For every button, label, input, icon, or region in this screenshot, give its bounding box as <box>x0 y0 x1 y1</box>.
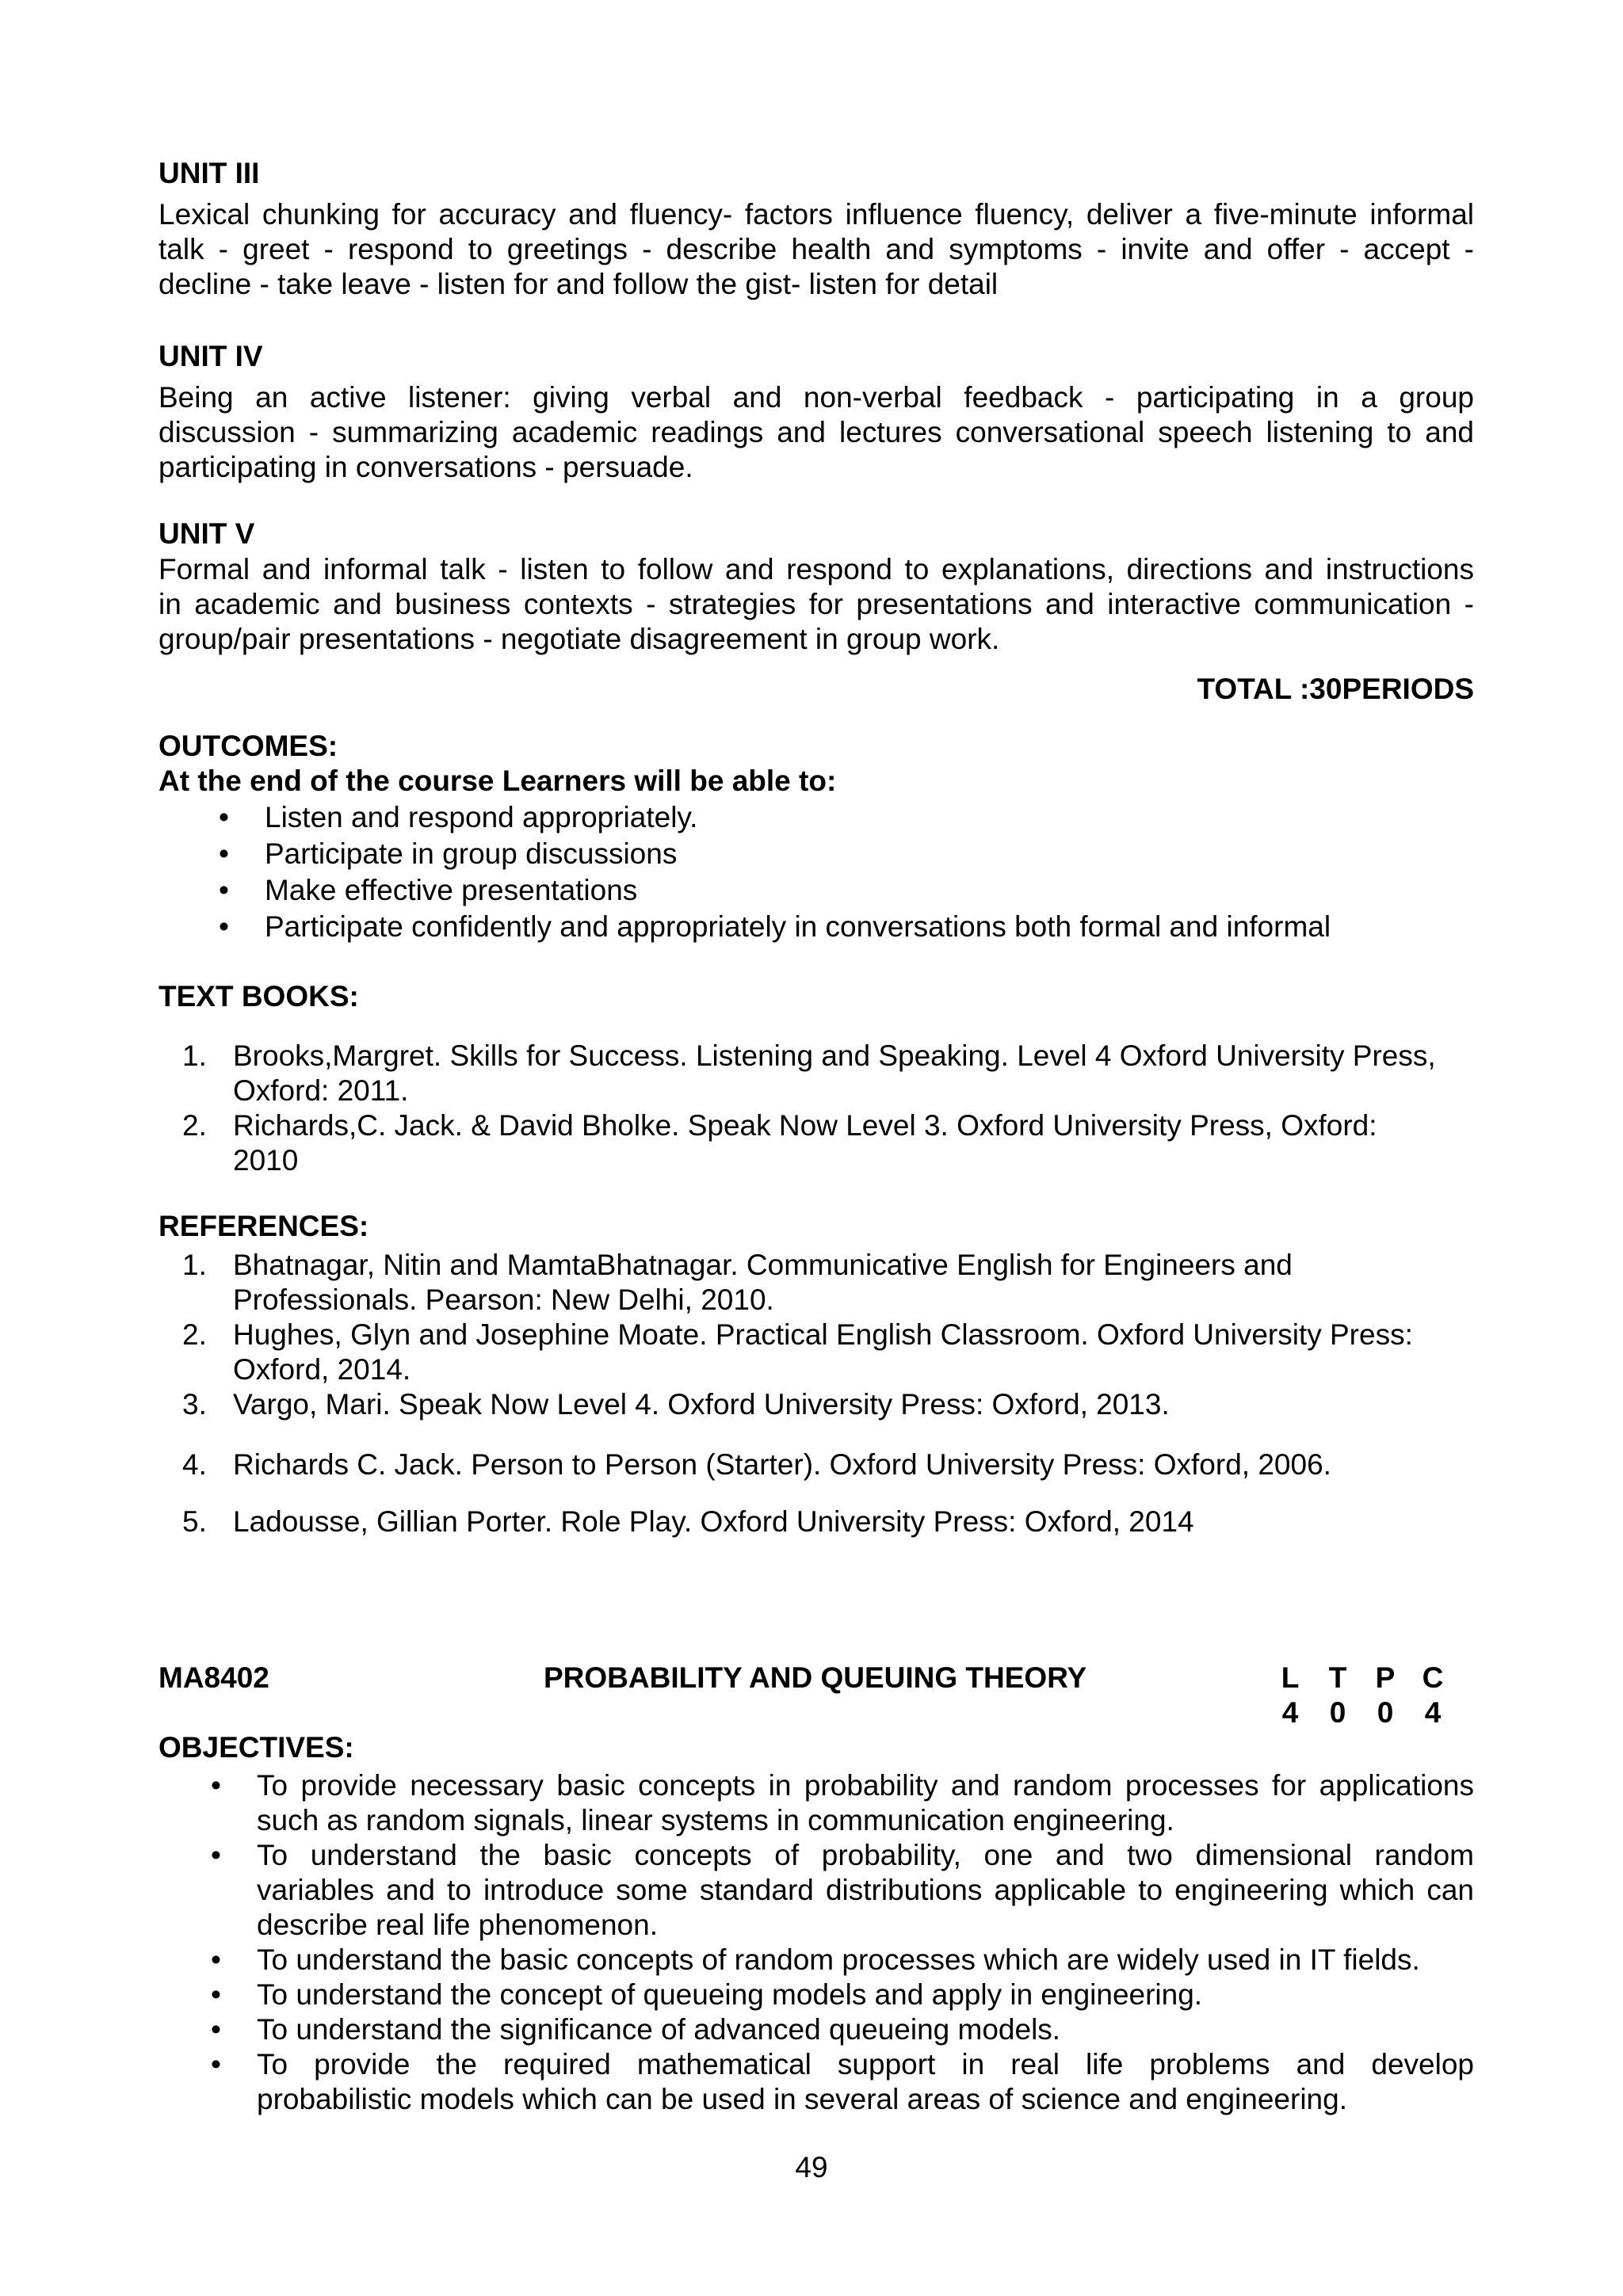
unit-v-line: Formal and informal talk - listen to follow and respond to explanations, directions and instructions <box>158 553 1474 585</box>
outcome-item: • Make effective presentations <box>219 874 638 906</box>
unit-iv-heading: UNIT IV <box>158 340 263 372</box>
bullet-icon: • <box>211 2048 221 2081</box>
ltpc-label: T <box>1328 1661 1347 1694</box>
outcome-item: • Listen and respond appropriately. <box>219 801 698 833</box>
bullet-icon: • <box>219 801 229 833</box>
unit-iii-line: decline - take leave - listen for and follow the gist- listen for detail <box>158 268 999 300</box>
reference-item: 4. Richards C. Jack. Person to Person (Starter). Oxford University Press: Oxford, 2006. <box>182 1448 1331 1481</box>
bullet-icon: • <box>211 2013 221 2046</box>
reference-item: 5. Ladousse, Gillian Porter. Role Play. Oxford University Press: Oxford, 2014 <box>182 1505 1194 1538</box>
ltpc-values <box>1266 1695 1457 1730</box>
unit-v-line: in academic and business contexts - strategies for presentations and interactive communication - <box>158 588 1474 620</box>
ltpc-label: P <box>1375 1661 1396 1694</box>
course-code: MA8402 <box>158 1661 269 1694</box>
ltpc-value: 0 <box>1329 1696 1346 1729</box>
unit-v-text <box>158 552 1474 657</box>
unit-v-line: group/pair presentations - negotiate disagreement in group work. <box>158 623 1000 655</box>
reference-item: 1. Bhatnagar, Nitin and MamtaBhatnagar. Communicative English for Engineers and Professionals. Pearson: New Delhi, 2010. <box>182 1249 1293 1316</box>
ltpc-labels <box>1266 1661 1457 1695</box>
objective-item: • To understand the basic concepts of probability, one and two dimensional random variables and to introduce some standard distributions applicable to engineering which can describe real life phenomenon. <box>211 1839 1474 1941</box>
unit-iii-text <box>158 197 1474 302</box>
bullet-icon: • <box>211 1978 221 2011</box>
total-periods: TOTAL :30PERIODS <box>1197 673 1474 705</box>
ltpc-label: L <box>1281 1661 1300 1694</box>
course-title: PROBABILITY AND QUEUING THEORY <box>544 1661 1087 1694</box>
ltpc-value: 4 <box>1424 1696 1442 1729</box>
text-books-heading: TEXT BOOKS: <box>158 980 359 1013</box>
objective-item: • To understand the significance of advanced queueing models. <box>211 2013 1061 2046</box>
outcome-item: • Participate in group discussions <box>219 837 678 870</box>
outcome-item: • Participate confidently and appropriately in conversations both formal and informal <box>219 910 1331 943</box>
ltpc-label: C <box>1422 1661 1444 1694</box>
ltpc-value: 0 <box>1377 1696 1394 1729</box>
text-books-list <box>158 1039 1474 1178</box>
unit-iv-line: participating in conversations - persuade. <box>158 451 693 483</box>
bullet-icon: • <box>211 1943 221 1976</box>
bullet-icon: • <box>219 874 229 906</box>
text-book-item: 2. Richards,C. Jack. & David Bholke. Speak Now Level 3. Oxford University Press, Oxford: 2010 <box>182 1109 1377 1177</box>
bullet-icon: • <box>211 1769 221 1802</box>
outcomes-list <box>158 800 1474 946</box>
unit-iv-line: Being an active listener: giving verbal and non-verbal feedback - participating in a group <box>158 381 1474 414</box>
objective-item: • To provide necessary basic concepts in probability and random processes for applications such as random signals, linear systems in communication engineering. <box>211 1769 1474 1836</box>
outcomes-intro: At the end of the course Learners will be able to: <box>158 765 837 797</box>
references-heading: REFERENCES: <box>158 1210 369 1242</box>
unit-iv-text <box>158 380 1474 485</box>
text-book-item: 1. Brooks,Margret. Skills for Success. Listening and Speaking. Level 4 Oxford University Press, Oxford: 2011. <box>182 1039 1436 1107</box>
objective-item: • To provide the required mathematical support in real life problems and develop probabilistic models which can be used in several areas of science and engineering. <box>211 2048 1474 2115</box>
bullet-icon: • <box>219 837 229 870</box>
unit-v-heading: UNIT V <box>158 517 255 550</box>
unit-iii-line: talk - greet - respond to greetings - describe health and symptoms - invite and offer - accept - <box>158 233 1474 265</box>
outcomes-heading: OUTCOMES: <box>158 730 338 762</box>
objectives-heading: OBJECTIVES: <box>158 1731 354 1764</box>
bullet-icon: • <box>219 910 229 943</box>
references-list <box>158 1248 1474 1544</box>
unit-iv-line: discussion - summarizing academic readings and lectures conversational speech listening to and <box>158 416 1474 448</box>
reference-item: 2. Hughes, Glyn and Josephine Moate. Practical English Classroom. Oxford University Press: Oxford, 2014. <box>182 1318 1413 1386</box>
objectives-list <box>158 1768 1474 2117</box>
unit-iii-heading: UNIT III <box>158 157 260 189</box>
ltpc-value: 4 <box>1281 1696 1299 1729</box>
bullet-icon: • <box>211 1839 221 1871</box>
unit-iii-line: Lexical chunking for accuracy and fluency- factors influence fluency, deliver a five-minute informal <box>158 198 1474 231</box>
objective-item: • To understand the basic concepts of random processes which are widely used in IT fields. <box>211 1943 1420 1976</box>
reference-item: 3. Vargo, Mari. Speak Now Level 4. Oxford University Press: Oxford, 2013. <box>182 1388 1170 1421</box>
objective-item: • To understand the concept of queueing models and apply in engineering. <box>211 1978 1203 2011</box>
page-number: 49 <box>795 2151 828 2183</box>
